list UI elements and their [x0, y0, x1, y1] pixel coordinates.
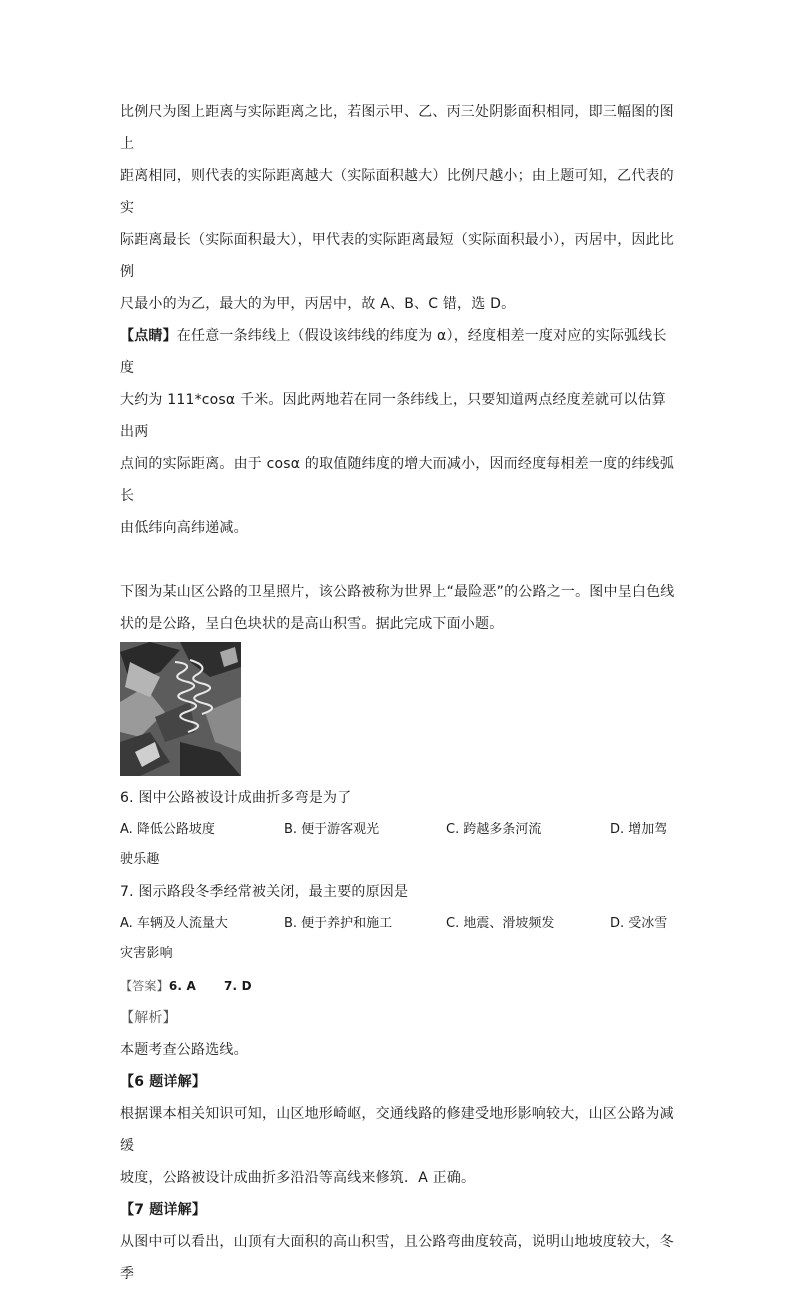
intro-line-2: 状的是公路，呈白色块状的是高山积雪。据此完成下面小题。 [120, 616, 504, 632]
paragraph-1-line-2: 距离相同，则代表的实际距离越大（实际面积越大）比例尺越小；由上题可知，乙代表的实 [120, 168, 674, 216]
satellite-photo [120, 642, 241, 776]
dianjing-line-3: 点间的实际距离。由于 cosα 的取值随纬度的增大而减小，因而经度每相差一度的纬线弧长 [120, 456, 675, 504]
question-7-options [120, 908, 680, 940]
question-7-option-b: B. 便于养护和施工 [284, 916, 393, 931]
dianjing-line-4: 由低纬向高纬递减。 [120, 520, 248, 536]
answer-tag: 【答案】 [120, 979, 169, 993]
question-6-options [120, 814, 680, 846]
dianjing-line-2: 大约为 111*cosα 千米。因此两地若在同一条纬线上，只要知道两点经度差就可以估算出两 [120, 392, 667, 440]
analysis-text: 本题考查公路选线。 [120, 1042, 248, 1058]
question-7-option-a: A. 车辆及人流量大 [120, 916, 228, 931]
question-6-option-a: A. 降低公路坡度 [120, 822, 215, 837]
intro-line-1: 下图为某山区公路的卫星照片，该公路被称为世界上“最险恶”的公路之一。图中呈白色线 [120, 584, 675, 600]
question-6-option-d-continued: 驶乐趣 [120, 852, 160, 867]
question-7-option-d: D. 受冰雪 [610, 916, 668, 931]
analysis-tag: 【解析】 [120, 1010, 177, 1026]
detail-7-tag: 【7 题详解】 [120, 1202, 207, 1218]
question-7-stem: 7. 图示路段冬季经常被关闭，最主要的原因是 [120, 884, 409, 900]
paragraph-1-line-1: 比例尺为图上距离与实际距离之比，若图示甲、乙、丙三处阴影面积相同，即三幅图的图上 [120, 104, 674, 152]
question-6-stem: 6. 图中公路被设计成曲折多弯是为了 [120, 790, 352, 806]
paragraph-1-line-3: 际距离最长（实际面积最大），甲代表的实际距离最短（实际面积最小），丙居中，因此比例 [120, 232, 674, 280]
question-6-option-c: C. 跨越多条河流 [446, 822, 542, 837]
satellite-photo-image [120, 642, 241, 776]
answer-7: 7. D [224, 979, 252, 993]
document-page [120, 96, 680, 1290]
spacer [120, 544, 680, 576]
question-6-option-d: D. 增加驾 [610, 822, 668, 837]
question-7-option-c: C. 地震、滑坡频发 [446, 916, 555, 931]
answer-line [120, 970, 680, 1002]
question-7-option-d-continued: 灾害影响 [120, 946, 173, 961]
dianjing-line-1 [120, 320, 680, 384]
question-6-option-b: B. 便于游客观光 [284, 822, 380, 837]
dianjing-text-1: 在任意一条纬线上（假设该纬线的纬度为 α），经度相差一度对应的实际弧线长度 [120, 328, 667, 376]
detail-6-tag: 【6 题详解】 [120, 1074, 207, 1090]
detail-6-line-2: 坡度，公路被设计成曲折多沿沿等高线来修筑．A 正确。 [120, 1170, 476, 1186]
detail-7-line-1: 从图中可以看出，山顶有大面积的高山积雪，且公路弯曲度较高，说明山地坡度较大，冬季 [120, 1234, 674, 1282]
paragraph-1-line-4: 尺最小的为乙，最大的为甲，丙居中，故 A、B、C 错，选 D。 [120, 296, 516, 312]
dianjing-tag: 【点睛】 [120, 328, 177, 344]
answer-6: 6. A [168, 979, 196, 993]
detail-6-line-1: 根据课本相关知识可知，山区地形崎岖，交通线路的修建受地形影响较大，山区公路为减缓 [120, 1106, 674, 1154]
